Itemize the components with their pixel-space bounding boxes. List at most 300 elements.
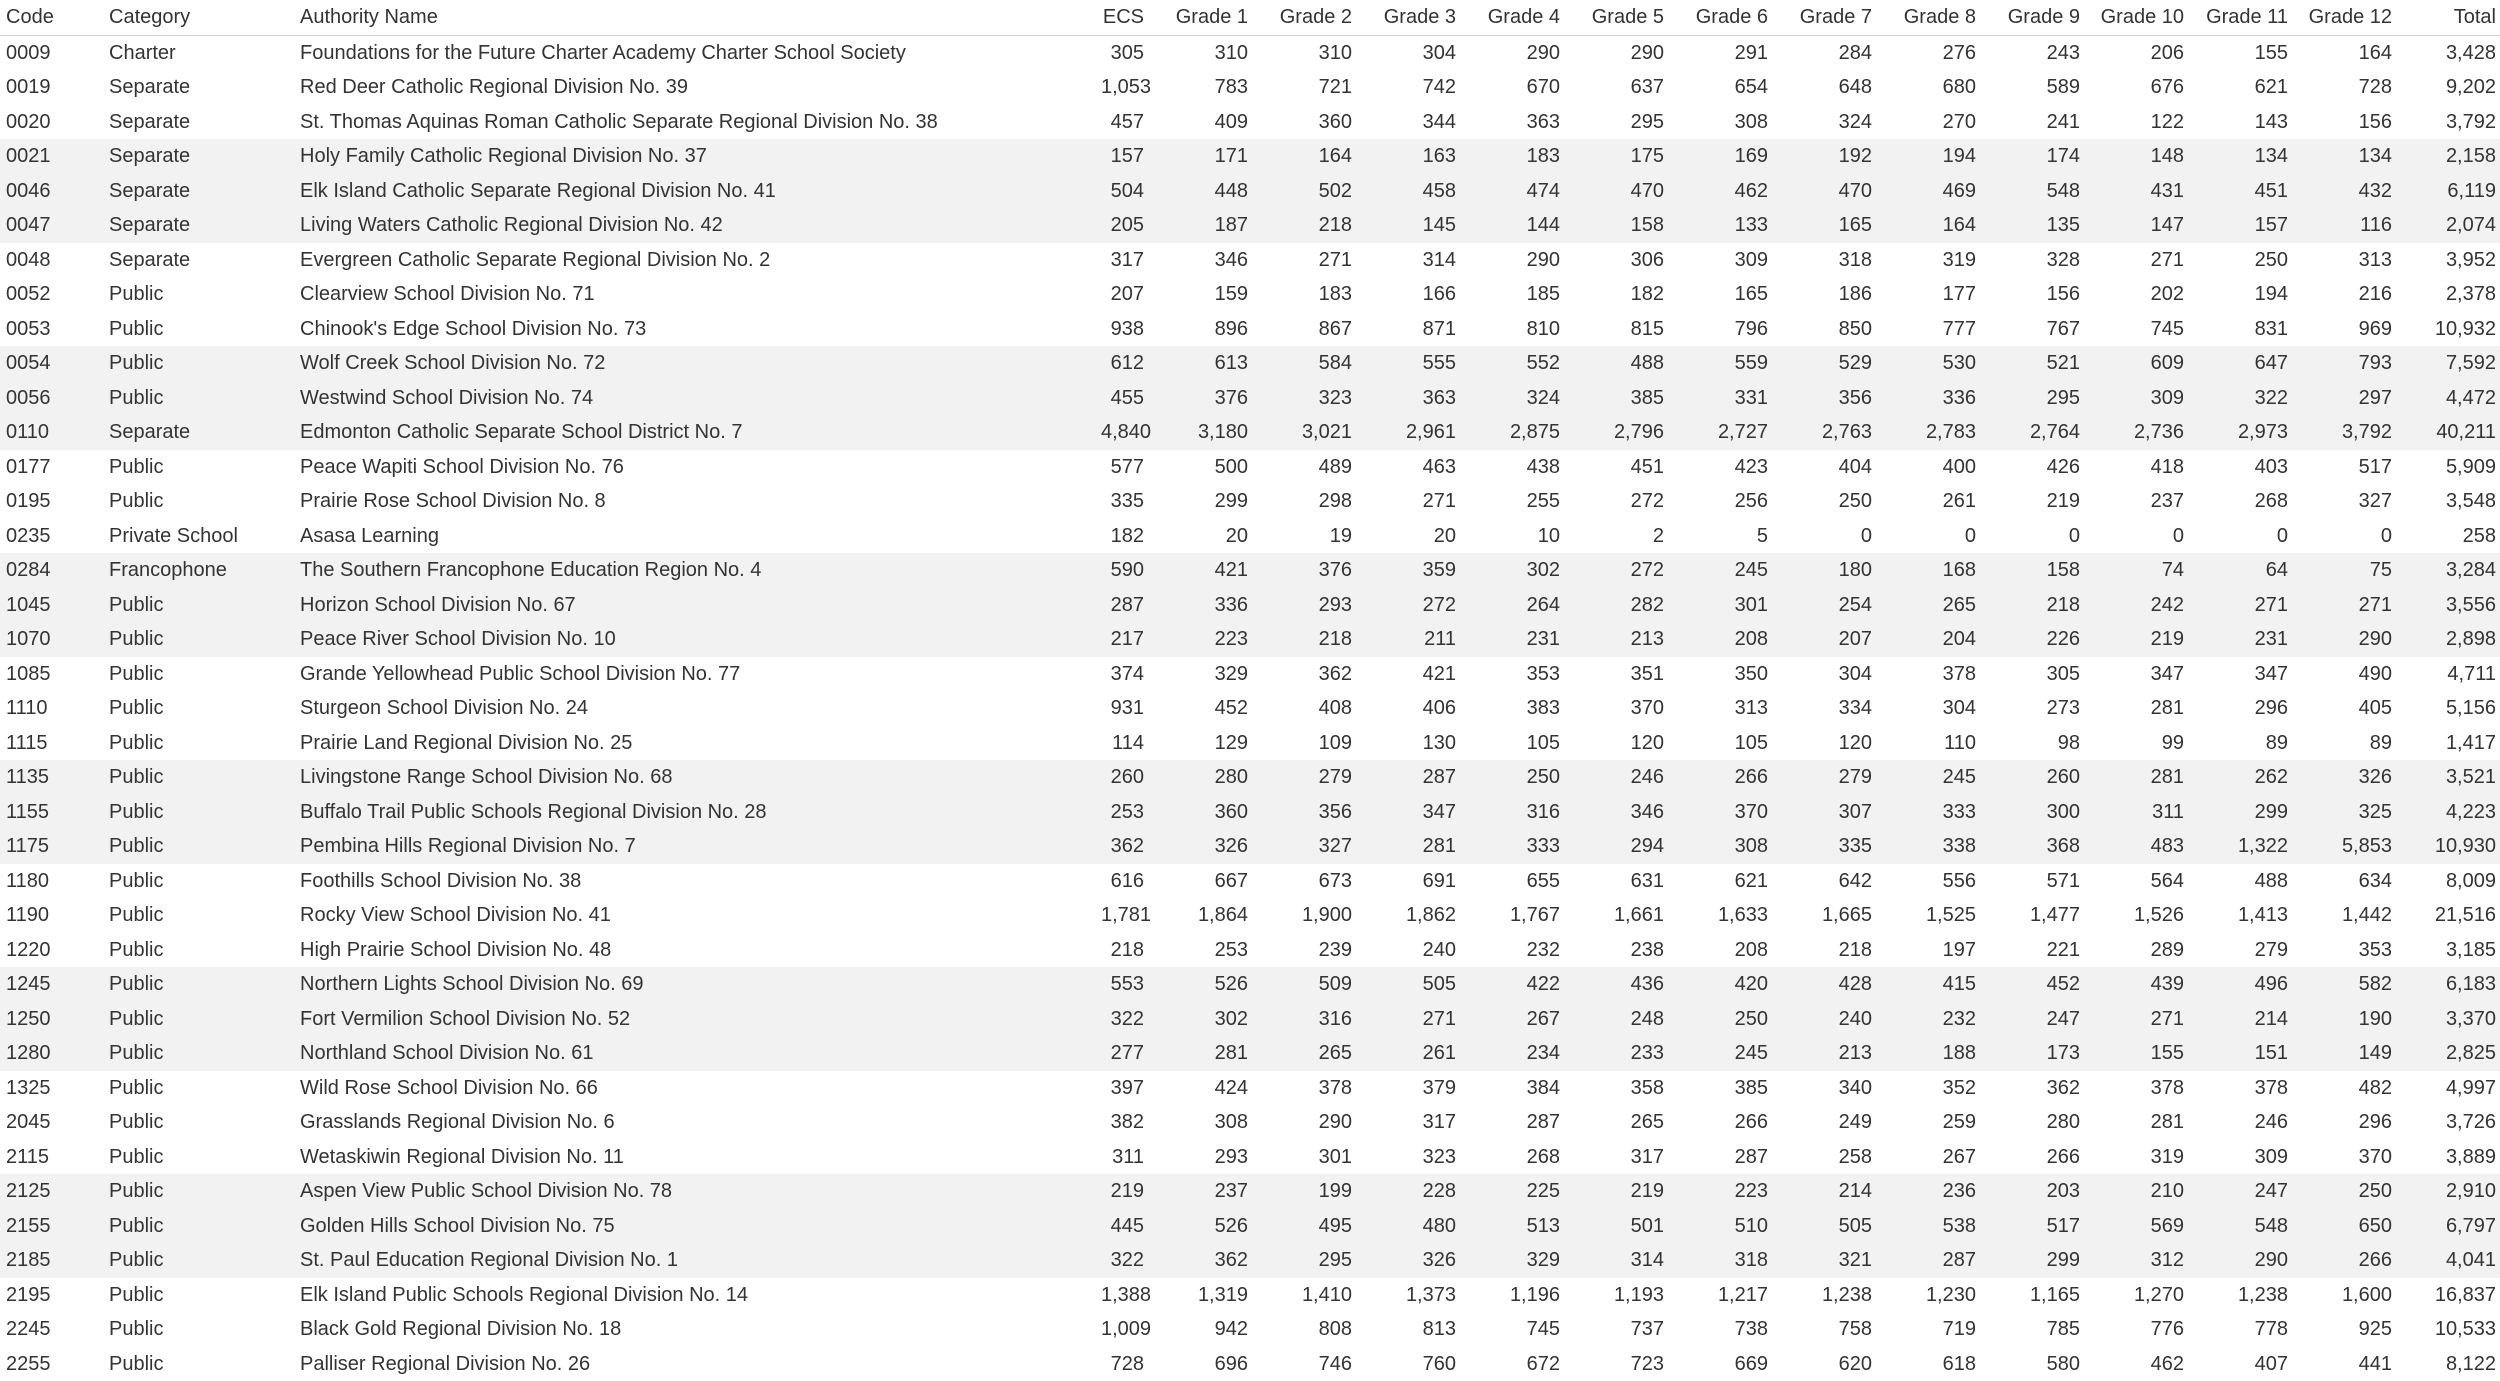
cell-grade-5: 290 — [1568, 35, 1672, 70]
cell-category: Public — [103, 795, 294, 830]
cell-grade-6: 331 — [1672, 381, 1776, 416]
cell-category: Public — [103, 898, 294, 933]
cell-grade-1: 223 — [1152, 622, 1256, 657]
cell-grade-11: 2,973 — [2192, 415, 2296, 450]
cell-code: 0009 — [0, 35, 103, 70]
cell-grade-2: 673 — [1256, 864, 1360, 899]
cell-category: Public — [103, 726, 294, 761]
cell-grade-1: 129 — [1152, 726, 1256, 761]
cell-ecs: 374 — [1095, 657, 1152, 692]
cell-grade-5: 815 — [1568, 312, 1672, 347]
cell-grade-1: 376 — [1152, 381, 1256, 416]
cell-total: 8,009 — [2400, 864, 2500, 899]
cell-grade-8: 336 — [1880, 381, 1984, 416]
cell-grade-3: 323 — [1360, 1140, 1464, 1175]
cell-grade-7: 340 — [1776, 1071, 1880, 1106]
cell-code: 1180 — [0, 864, 103, 899]
cell-total: 4,997 — [2400, 1071, 2500, 1106]
cell-grade-3: 742 — [1360, 70, 1464, 105]
cell-total: 3,284 — [2400, 553, 2500, 588]
cell-grade-9: 299 — [1984, 1243, 2088, 1278]
cell-grade-9: 589 — [1984, 70, 2088, 105]
cell-category: Public — [103, 1071, 294, 1106]
cell-authority-name: Living Waters Catholic Regional Division No. 42 — [294, 208, 1095, 243]
column-header-category: Category — [103, 0, 294, 35]
cell-grade-4: 810 — [1464, 312, 1568, 347]
cell-category: Public — [103, 346, 294, 381]
cell-grade-7: 218 — [1776, 933, 1880, 968]
cell-grade-3: 163 — [1360, 139, 1464, 174]
table-row — [0, 1140, 2500, 1175]
cell-ecs: 728 — [1095, 1347, 1152, 1381]
cell-grade-2: 316 — [1256, 1002, 1360, 1037]
table-row — [0, 105, 2500, 140]
cell-authority-name: Fort Vermilion School Division No. 52 — [294, 1002, 1095, 1037]
cell-grade-3: 406 — [1360, 691, 1464, 726]
cell-grade-1: 526 — [1152, 1209, 1256, 1244]
cell-grade-5: 723 — [1568, 1347, 1672, 1381]
cell-grade-6: 462 — [1672, 174, 1776, 209]
cell-code: 1280 — [0, 1036, 103, 1071]
cell-grade-9: 158 — [1984, 553, 2088, 588]
cell-grade-5: 351 — [1568, 657, 1672, 692]
cell-grade-7: 850 — [1776, 312, 1880, 347]
cell-grade-6: 245 — [1672, 1036, 1776, 1071]
cell-grade-4: 422 — [1464, 967, 1568, 1002]
column-header-grade-10: Grade 10 — [2088, 0, 2192, 35]
cell-grade-4: 232 — [1464, 933, 1568, 968]
cell-grade-2: 408 — [1256, 691, 1360, 726]
cell-grade-8: 680 — [1880, 70, 1984, 105]
table-row — [0, 691, 2500, 726]
cell-grade-11: 151 — [2192, 1036, 2296, 1071]
cell-authority-name: Grasslands Regional Division No. 6 — [294, 1105, 1095, 1140]
cell-ecs: 397 — [1095, 1071, 1152, 1106]
cell-grade-9: 2,764 — [1984, 415, 2088, 450]
cell-grade-7: 214 — [1776, 1174, 1880, 1209]
cell-grade-6: 208 — [1672, 622, 1776, 657]
cell-authority-name: Buffalo Trail Public Schools Regional Division No. 28 — [294, 795, 1095, 830]
table-row — [0, 346, 2500, 381]
cell-grade-8: 245 — [1880, 760, 1984, 795]
table-row — [0, 726, 2500, 761]
cell-code: 1250 — [0, 1002, 103, 1037]
cell-grade-12: 3,792 — [2296, 415, 2400, 450]
cell-grade-5: 175 — [1568, 139, 1672, 174]
cell-authority-name: Black Gold Regional Division No. 18 — [294, 1312, 1095, 1347]
cell-grade-11: 299 — [2192, 795, 2296, 830]
cell-grade-4: 1,196 — [1464, 1278, 1568, 1313]
column-header-grade-6: Grade 6 — [1672, 0, 1776, 35]
cell-grade-3: 271 — [1360, 1002, 1464, 1037]
cell-code: 2185 — [0, 1243, 103, 1278]
cell-category: Public — [103, 1140, 294, 1175]
cell-grade-2: 362 — [1256, 657, 1360, 692]
cell-category: Public — [103, 1174, 294, 1209]
cell-category: Public — [103, 967, 294, 1002]
column-header-grade-4: Grade 4 — [1464, 0, 1568, 35]
cell-grade-7: 356 — [1776, 381, 1880, 416]
cell-grade-2: 199 — [1256, 1174, 1360, 1209]
cell-grade-8: 168 — [1880, 553, 1984, 588]
cell-grade-12: 650 — [2296, 1209, 2400, 1244]
cell-code: 0177 — [0, 450, 103, 485]
cell-total: 3,185 — [2400, 933, 2500, 968]
cell-grade-4: 10 — [1464, 519, 1568, 554]
cell-grade-2: 1,900 — [1256, 898, 1360, 933]
cell-grade-3: 871 — [1360, 312, 1464, 347]
cell-grade-1: 171 — [1152, 139, 1256, 174]
cell-grade-10: 206 — [2088, 35, 2192, 70]
cell-grade-6: 313 — [1672, 691, 1776, 726]
cell-grade-12: 1,442 — [2296, 898, 2400, 933]
cell-grade-2: 584 — [1256, 346, 1360, 381]
cell-authority-name: Elk Island Catholic Separate Regional Division No. 41 — [294, 174, 1095, 209]
cell-grade-4: 353 — [1464, 657, 1568, 692]
cell-grade-10: 281 — [2088, 691, 2192, 726]
cell-grade-1: 667 — [1152, 864, 1256, 899]
cell-grade-11: 451 — [2192, 174, 2296, 209]
cell-grade-6: 621 — [1672, 864, 1776, 899]
cell-grade-12: 89 — [2296, 726, 2400, 761]
cell-grade-3: 691 — [1360, 864, 1464, 899]
cell-grade-6: 1,633 — [1672, 898, 1776, 933]
cell-grade-5: 631 — [1568, 864, 1672, 899]
cell-grade-3: 379 — [1360, 1071, 1464, 1106]
cell-ecs: 305 — [1095, 35, 1152, 70]
cell-grade-5: 248 — [1568, 1002, 1672, 1037]
cell-grade-11: 134 — [2192, 139, 2296, 174]
cell-grade-7: 2,763 — [1776, 415, 1880, 450]
cell-grade-8: 378 — [1880, 657, 1984, 692]
cell-grade-9: 226 — [1984, 622, 2088, 657]
cell-grade-11: 496 — [2192, 967, 2296, 1002]
cell-grade-7: 642 — [1776, 864, 1880, 899]
cell-ecs: 382 — [1095, 1105, 1152, 1140]
cell-grade-10: 745 — [2088, 312, 2192, 347]
cell-grade-9: 452 — [1984, 967, 2088, 1002]
cell-grade-8: 110 — [1880, 726, 1984, 761]
cell-grade-11: 247 — [2192, 1174, 2296, 1209]
cell-ecs: 114 — [1095, 726, 1152, 761]
cell-category: Public — [103, 622, 294, 657]
cell-grade-8: 618 — [1880, 1347, 1984, 1381]
cell-grade-7: 192 — [1776, 139, 1880, 174]
cell-grade-6: 309 — [1672, 243, 1776, 278]
cell-grade-5: 2 — [1568, 519, 1672, 554]
cell-ecs: 616 — [1095, 864, 1152, 899]
cell-grade-4: 302 — [1464, 553, 1568, 588]
cell-grade-11: 488 — [2192, 864, 2296, 899]
cell-grade-5: 385 — [1568, 381, 1672, 416]
cell-grade-11: 621 — [2192, 70, 2296, 105]
cell-grade-2: 360 — [1256, 105, 1360, 140]
cell-grade-5: 265 — [1568, 1105, 1672, 1140]
cell-total: 4,223 — [2400, 795, 2500, 830]
cell-grade-10: 74 — [2088, 553, 2192, 588]
cell-grade-12: 325 — [2296, 795, 2400, 830]
cell-grade-10: 271 — [2088, 1002, 2192, 1037]
cell-grade-8: 415 — [1880, 967, 1984, 1002]
cell-total: 3,548 — [2400, 484, 2500, 519]
cell-grade-8: 261 — [1880, 484, 1984, 519]
cell-grade-5: 346 — [1568, 795, 1672, 830]
cell-grade-4: 290 — [1464, 35, 1568, 70]
cell-grade-11: 231 — [2192, 622, 2296, 657]
cell-grade-10: 319 — [2088, 1140, 2192, 1175]
cell-grade-12: 1,600 — [2296, 1278, 2400, 1313]
cell-grade-4: 264 — [1464, 588, 1568, 623]
cell-grade-9: 203 — [1984, 1174, 2088, 1209]
cell-grade-7: 165 — [1776, 208, 1880, 243]
cell-authority-name: Sturgeon School Division No. 24 — [294, 691, 1095, 726]
cell-grade-5: 470 — [1568, 174, 1672, 209]
cell-total: 40,211 — [2400, 415, 2500, 450]
cell-grade-7: 258 — [1776, 1140, 1880, 1175]
cell-grade-12: 969 — [2296, 312, 2400, 347]
cell-grade-10: 483 — [2088, 829, 2192, 864]
header-row — [0, 0, 2500, 35]
cell-grade-5: 246 — [1568, 760, 1672, 795]
cell-grade-7: 335 — [1776, 829, 1880, 864]
cell-grade-2: 356 — [1256, 795, 1360, 830]
cell-grade-6: 105 — [1672, 726, 1776, 761]
cell-grade-2: 378 — [1256, 1071, 1360, 1106]
cell-grade-8: 1,525 — [1880, 898, 1984, 933]
table-body — [0, 35, 2500, 1381]
table-row — [0, 1174, 2500, 1209]
cell-total: 9,202 — [2400, 70, 2500, 105]
cell-grade-1: 1,864 — [1152, 898, 1256, 933]
cell-grade-12: 405 — [2296, 691, 2400, 726]
cell-authority-name: Northern Lights School Division No. 69 — [294, 967, 1095, 1002]
cell-authority-name: High Prairie School Division No. 48 — [294, 933, 1095, 968]
cell-category: Public — [103, 1036, 294, 1071]
cell-grade-12: 728 — [2296, 70, 2400, 105]
table-row — [0, 1312, 2500, 1347]
cell-grade-9: 221 — [1984, 933, 2088, 968]
cell-grade-10: 281 — [2088, 760, 2192, 795]
cell-grade-12: 296 — [2296, 1105, 2400, 1140]
table-row — [0, 829, 2500, 864]
cell-ecs: 457 — [1095, 105, 1152, 140]
cell-grade-12: 156 — [2296, 105, 2400, 140]
cell-grade-11: 157 — [2192, 208, 2296, 243]
cell-ecs: 182 — [1095, 519, 1152, 554]
cell-grade-12: 116 — [2296, 208, 2400, 243]
cell-grade-8: 236 — [1880, 1174, 1984, 1209]
cell-category: Public — [103, 933, 294, 968]
cell-grade-4: 745 — [1464, 1312, 1568, 1347]
cell-grade-5: 1,661 — [1568, 898, 1672, 933]
cell-grade-4: 333 — [1464, 829, 1568, 864]
cell-grade-6: 423 — [1672, 450, 1776, 485]
cell-category: Public — [103, 691, 294, 726]
cell-grade-7: 207 — [1776, 622, 1880, 657]
cell-total: 16,837 — [2400, 1278, 2500, 1313]
table-row — [0, 450, 2500, 485]
cell-grade-6: 223 — [1672, 1174, 1776, 1209]
cell-total: 3,428 — [2400, 35, 2500, 70]
cell-total: 3,792 — [2400, 105, 2500, 140]
cell-grade-4: 144 — [1464, 208, 1568, 243]
cell-ecs: 253 — [1095, 795, 1152, 830]
cell-grade-10: 2,736 — [2088, 415, 2192, 450]
cell-authority-name: Elk Island Public Schools Regional Division No. 14 — [294, 1278, 1095, 1313]
cell-grade-10: 462 — [2088, 1347, 2192, 1381]
cell-grade-1: 346 — [1152, 243, 1256, 278]
cell-grade-4: 268 — [1464, 1140, 1568, 1175]
cell-grade-12: 432 — [2296, 174, 2400, 209]
cell-code: 1115 — [0, 726, 103, 761]
cell-grade-5: 737 — [1568, 1312, 1672, 1347]
cell-grade-3: 760 — [1360, 1347, 1464, 1381]
cell-grade-12: 271 — [2296, 588, 2400, 623]
cell-authority-name: Prairie Land Regional Division No. 25 — [294, 726, 1095, 761]
cell-grade-5: 282 — [1568, 588, 1672, 623]
cell-grade-4: 552 — [1464, 346, 1568, 381]
cell-grade-10: 155 — [2088, 1036, 2192, 1071]
cell-grade-12: 5,853 — [2296, 829, 2400, 864]
cell-grade-7: 120 — [1776, 726, 1880, 761]
cell-authority-name: Livingstone Range School Division No. 68 — [294, 760, 1095, 795]
cell-grade-9: 156 — [1984, 277, 2088, 312]
cell-grade-2: 495 — [1256, 1209, 1360, 1244]
cell-grade-10: 122 — [2088, 105, 2192, 140]
cell-ecs: 1,009 — [1095, 1312, 1152, 1347]
cell-category: Public — [103, 381, 294, 416]
cell-total: 5,909 — [2400, 450, 2500, 485]
cell-grade-12: 634 — [2296, 864, 2400, 899]
cell-grade-3: 314 — [1360, 243, 1464, 278]
column-header-grade-5: Grade 5 — [1568, 0, 1672, 35]
table-row — [0, 1278, 2500, 1313]
cell-authority-name: Westwind School Division No. 74 — [294, 381, 1095, 416]
cell-authority-name: Asasa Learning — [294, 519, 1095, 554]
cell-grade-4: 234 — [1464, 1036, 1568, 1071]
cell-grade-11: 296 — [2192, 691, 2296, 726]
cell-grade-6: 256 — [1672, 484, 1776, 519]
cell-ecs: 218 — [1095, 933, 1152, 968]
cell-grade-8: 204 — [1880, 622, 1984, 657]
cell-grade-12: 0 — [2296, 519, 2400, 554]
cell-total: 10,930 — [2400, 829, 2500, 864]
cell-grade-2: 489 — [1256, 450, 1360, 485]
cell-grade-11: 246 — [2192, 1105, 2296, 1140]
cell-grade-11: 155 — [2192, 35, 2296, 70]
cell-grade-7: 304 — [1776, 657, 1880, 692]
cell-grade-12: 250 — [2296, 1174, 2400, 1209]
cell-grade-7: 1,238 — [1776, 1278, 1880, 1313]
cell-code: 1110 — [0, 691, 103, 726]
cell-code: 0048 — [0, 243, 103, 278]
cell-grade-12: 326 — [2296, 760, 2400, 795]
cell-grade-4: 474 — [1464, 174, 1568, 209]
cell-grade-8: 177 — [1880, 277, 1984, 312]
column-header-grade-1: Grade 1 — [1152, 0, 1256, 35]
column-header-grade-11: Grade 11 — [2192, 0, 2296, 35]
cell-ecs: 287 — [1095, 588, 1152, 623]
cell-grade-6: 370 — [1672, 795, 1776, 830]
cell-grade-5: 213 — [1568, 622, 1672, 657]
cell-grade-5: 637 — [1568, 70, 1672, 105]
cell-authority-name: Evergreen Catholic Separate Regional Division No. 2 — [294, 243, 1095, 278]
cell-grade-1: 452 — [1152, 691, 1256, 726]
table-row — [0, 1071, 2500, 1106]
cell-grade-11: 831 — [2192, 312, 2296, 347]
cell-grade-11: 309 — [2192, 1140, 2296, 1175]
cell-category: Separate — [103, 139, 294, 174]
cell-grade-2: 218 — [1256, 622, 1360, 657]
cell-grade-10: 148 — [2088, 139, 2192, 174]
cell-code: 1325 — [0, 1071, 103, 1106]
cell-total: 4,711 — [2400, 657, 2500, 692]
cell-grade-6: 250 — [1672, 1002, 1776, 1037]
cell-grade-3: 555 — [1360, 346, 1464, 381]
cell-ecs: 207 — [1095, 277, 1152, 312]
cell-grade-5: 182 — [1568, 277, 1672, 312]
cell-authority-name: St. Thomas Aquinas Roman Catholic Separate Regional Division No. 38 — [294, 105, 1095, 140]
cell-category: Public — [103, 1105, 294, 1140]
table-row — [0, 312, 2500, 347]
cell-grade-7: 404 — [1776, 450, 1880, 485]
cell-grade-4: 316 — [1464, 795, 1568, 830]
cell-ecs: 553 — [1095, 967, 1152, 1002]
cell-grade-9: 266 — [1984, 1140, 2088, 1175]
table-row — [0, 588, 2500, 623]
cell-grade-10: 219 — [2088, 622, 2192, 657]
cell-authority-name: Holy Family Catholic Regional Division No. 37 — [294, 139, 1095, 174]
cell-ecs: 260 — [1095, 760, 1152, 795]
cell-category: Public — [103, 829, 294, 864]
cell-grade-3: 145 — [1360, 208, 1464, 243]
cell-code: 1135 — [0, 760, 103, 795]
cell-grade-5: 219 — [1568, 1174, 1672, 1209]
cell-grade-2: 502 — [1256, 174, 1360, 209]
cell-grade-4: 225 — [1464, 1174, 1568, 1209]
cell-category: Public — [103, 588, 294, 623]
cell-authority-name: Wild Rose School Division No. 66 — [294, 1071, 1095, 1106]
cell-grade-1: 3,180 — [1152, 415, 1256, 450]
cell-grade-6: 245 — [1672, 553, 1776, 588]
cell-code: 2125 — [0, 1174, 103, 1209]
cell-ecs: 504 — [1095, 174, 1152, 209]
cell-grade-12: 482 — [2296, 1071, 2400, 1106]
cell-grade-8: 194 — [1880, 139, 1984, 174]
cell-code: 2115 — [0, 1140, 103, 1175]
cell-authority-name: Clearview School Division No. 71 — [294, 277, 1095, 312]
cell-grade-7: 186 — [1776, 277, 1880, 312]
cell-ecs: 335 — [1095, 484, 1152, 519]
cell-grade-6: 308 — [1672, 105, 1776, 140]
cell-grade-11: 1,413 — [2192, 898, 2296, 933]
cell-grade-1: 783 — [1152, 70, 1256, 105]
cell-authority-name: Chinook's Edge School Division No. 73 — [294, 312, 1095, 347]
cell-grade-1: 299 — [1152, 484, 1256, 519]
cell-ecs: 612 — [1095, 346, 1152, 381]
cell-grade-4: 329 — [1464, 1243, 1568, 1278]
cell-grade-3: 505 — [1360, 967, 1464, 1002]
column-header-grade-2: Grade 2 — [1256, 0, 1360, 35]
cell-grade-12: 134 — [2296, 139, 2400, 174]
cell-grade-1: 281 — [1152, 1036, 1256, 1071]
cell-grade-5: 370 — [1568, 691, 1672, 726]
cell-grade-10: 271 — [2088, 243, 2192, 278]
cell-grade-9: 243 — [1984, 35, 2088, 70]
cell-grade-10: 431 — [2088, 174, 2192, 209]
cell-code: 0052 — [0, 277, 103, 312]
cell-grade-12: 370 — [2296, 1140, 2400, 1175]
